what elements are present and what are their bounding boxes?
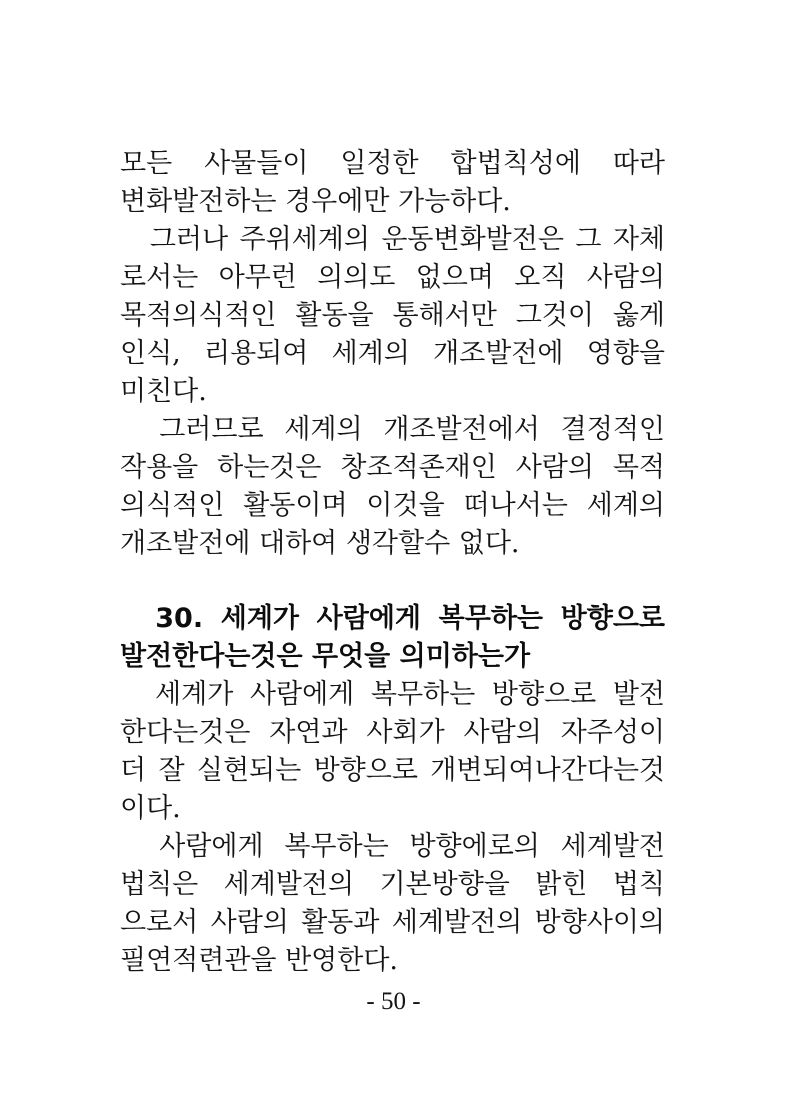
- text-line: 세계가 사람에게 복무하는 방향으로 발전: [120, 679, 665, 710]
- text-line: 으로서 사람의 활동과 세계발전의 방향사이의: [120, 907, 665, 938]
- heading-line: 발전한다는것은 무엇을 의미하는가: [120, 641, 531, 672]
- text-line: 한다는것은 자연과 사회가 사람의 자주성이: [120, 717, 665, 748]
- text-line: 미친다.: [120, 376, 207, 407]
- page-number: - 50 -: [366, 988, 421, 1015]
- text-line: 인식, 리용되여 세계의 개조발전에 영향을: [120, 338, 665, 369]
- text-line: 필연적련관을 반영한다.: [120, 945, 398, 976]
- text-line: 그러나 주위세계의 운동변화발전은 그 자체: [120, 224, 665, 255]
- body-text-top: [120, 145, 665, 563]
- text-line: 그러므로 세계의 개조발전에서 결정적인: [120, 414, 665, 445]
- section-heading: [120, 600, 665, 676]
- text-line: 개조발전에 대하여 생각할수 없다.: [120, 528, 520, 559]
- text-line: 더 잘 실현되는 방향으로 개변되여나간다는것: [120, 755, 665, 786]
- text-line: 목적의식적인 활동을 통해서만 그것이 옳게: [120, 300, 665, 331]
- text-line: 모든 사물들이 일정한 합법칙성에 따라: [120, 148, 665, 179]
- text-line: 사람에게 복무하는 방향에로의 세계발전: [120, 831, 665, 862]
- text-line: 의식적인 활동이며 이것을 떠나서는 세계의: [120, 490, 665, 521]
- text-line: 로서는 아무런 의의도 없으며 오직 사람의: [120, 262, 665, 293]
- body-text-bottom: [120, 676, 665, 980]
- text-line: 법칙은 세계발전의 기본방향을 밝힌 법칙: [120, 869, 665, 900]
- text-line: 이다.: [120, 793, 181, 824]
- heading-line: 30. 세계가 사람에게 복무하는 방향으로: [120, 603, 665, 634]
- text-line: 변화발전하는 경우에만 가능하다.: [120, 186, 511, 217]
- text-line: 작용을 하는것은 창조적존재인 사람의 목적: [120, 452, 665, 483]
